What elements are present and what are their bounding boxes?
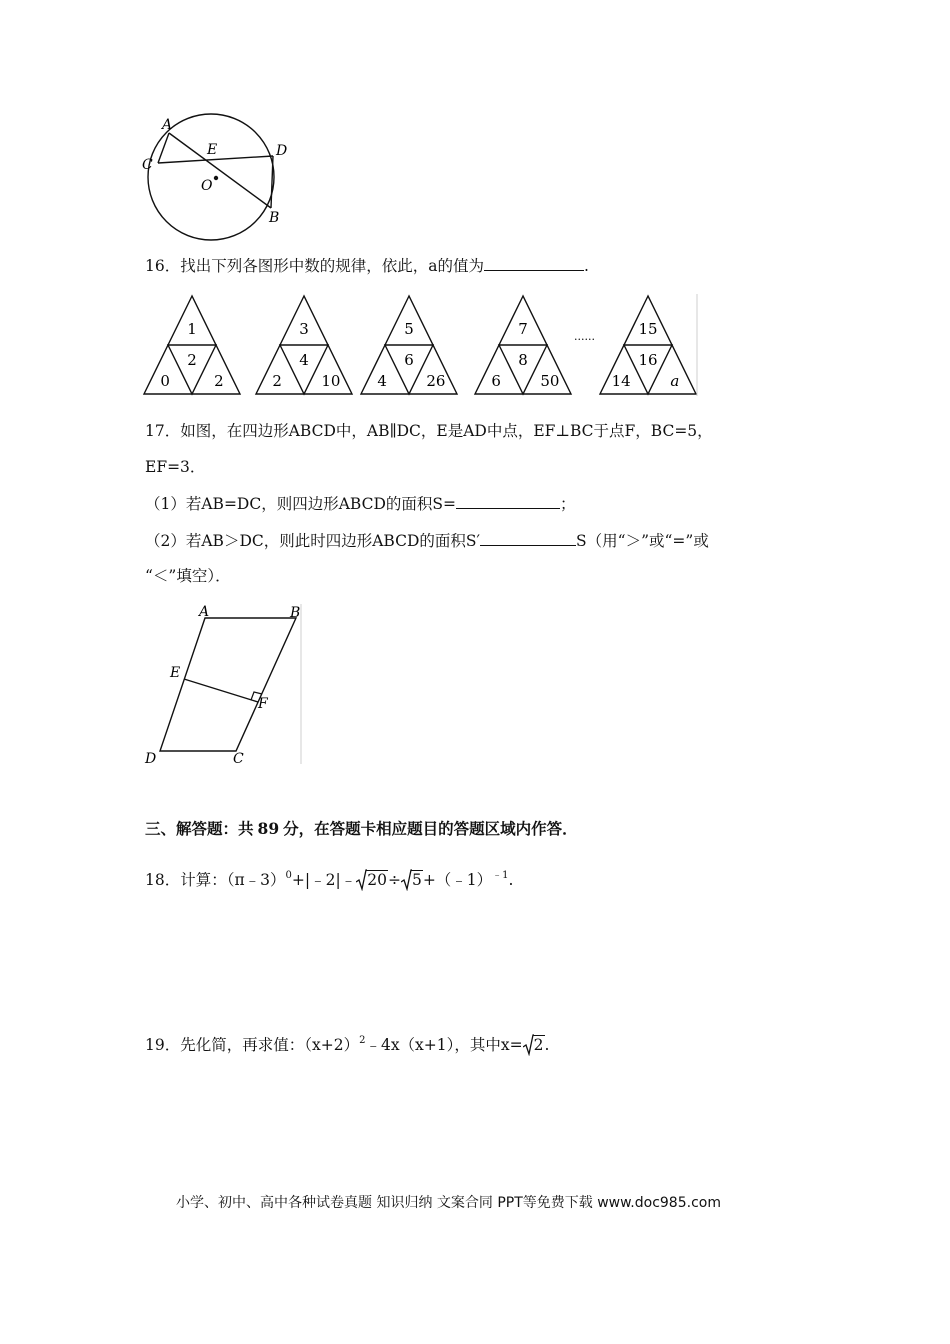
question-17-part-2-line-2: “＜”填空）．	[145, 567, 231, 585]
segment-ac	[158, 133, 169, 163]
q17-part2-suffix: S（用“＞”或“=”或	[576, 532, 709, 550]
question-17-line-2: EF=3．	[145, 458, 206, 476]
question-18	[145, 866, 513, 890]
label-d: D	[276, 143, 288, 159]
pattern-triangle-5	[600, 296, 696, 394]
quadrilateral-abcd	[160, 618, 296, 751]
label-c: C	[233, 751, 244, 767]
label-b: B	[269, 210, 280, 226]
circle-figure	[138, 112, 308, 242]
triangle-pattern-figure	[140, 292, 700, 398]
center-dot	[214, 176, 218, 180]
sqrt-2	[523, 1035, 545, 1055]
triangle-3-mid-number: 6	[404, 351, 414, 369]
q19-mid: ﹣4x（x+1），其中x=	[365, 1036, 523, 1054]
section-3-points: 89	[257, 819, 280, 838]
section-3-text-b: 分，在答题卡相应题目的答题区域内作答．	[283, 819, 578, 838]
sqrt-5-radicand: 5	[411, 871, 422, 889]
triangle-3-top-number: 5	[404, 320, 414, 338]
triangle-3-right-number: 26	[426, 372, 446, 390]
pattern-triangle-2	[256, 296, 352, 394]
q17-part1-suffix: ；	[560, 495, 576, 513]
pattern-triangle-3	[361, 296, 457, 394]
label-d: D	[145, 751, 157, 767]
label-f: F	[258, 696, 268, 712]
section-3-text-a: 解答题：共	[176, 819, 254, 838]
q18-mid-1: +|﹣2|﹣	[291, 871, 357, 889]
triangle-4-top-number: 7	[518, 320, 528, 338]
section-3-number: 三、	[145, 819, 177, 838]
q18-exponent-0: 0	[285, 870, 292, 881]
q18-prefix: 18．计算：（π﹣3）	[145, 871, 286, 889]
triangle-5-top-number: 15	[638, 320, 658, 338]
q16-text: 找出下列各图形中数的规律，依此，a的值为	[180, 257, 484, 275]
triangle-2-top-number: 3	[299, 320, 309, 338]
sqrt-20-radicand: 20	[367, 871, 387, 889]
q18-end: .	[508, 871, 514, 889]
question-16	[145, 254, 589, 276]
triangle-5-left-number: 14	[611, 372, 631, 390]
triangle-1-mid-number: 2	[187, 351, 197, 369]
triangle-4-left-number: 6	[491, 372, 501, 390]
segment-ef	[184, 679, 258, 702]
triangle-1-top-number: 1	[187, 320, 197, 338]
sqrt-5	[401, 870, 423, 890]
triangle-5-right-number: a	[670, 372, 680, 390]
question-17-line-1: 17．如图，在四边形ABCD中，AB∥DC，E是AD中点，EF⊥BC于点F，BC=5，	[145, 422, 713, 440]
segment-db	[271, 156, 273, 208]
question-17-part-2	[145, 529, 709, 551]
q18-divide-sign: ÷	[387, 871, 401, 889]
q19-end: .	[544, 1036, 550, 1054]
q17-part2-blank[interactable]	[480, 529, 576, 546]
q18-exponent-neg1: ﹣1	[492, 870, 509, 881]
q16-number: 16．	[145, 257, 181, 275]
pattern-triangle-4	[475, 296, 571, 394]
chord-ab	[169, 133, 271, 208]
q19-exponent: 2	[359, 1035, 366, 1046]
sqrt-2-radicand: 2	[533, 1036, 544, 1054]
label-a: A	[162, 117, 173, 133]
pattern-ellipsis: ......	[574, 330, 595, 343]
question-19	[145, 1031, 549, 1055]
label-a: A	[199, 604, 210, 620]
triangle-2-left-number: 2	[272, 372, 282, 390]
q17-part2-prefix: （2）若AB＞DC，则此时四边形ABCD的面积S′	[145, 532, 481, 550]
triangle-2-mid-number: 4	[299, 351, 309, 369]
question-17-part-1	[145, 492, 576, 514]
triangle-1-left-number: 0	[160, 372, 170, 390]
label-c: C	[142, 157, 153, 173]
triangle-4-mid-number: 8	[518, 351, 528, 369]
q18-mid-2: +（﹣1）	[422, 871, 493, 889]
q16-answer-blank[interactable]	[484, 254, 584, 271]
page-footer: 小学、初中、高中各种试卷真题 知识归纳 文案合同 PPT等免费下载 www.doc985.com	[176, 1195, 721, 1211]
label-o: O	[201, 178, 213, 194]
quadrilateral-figure	[140, 600, 305, 770]
triangle-3-left-number: 4	[377, 372, 387, 390]
label-b: B	[290, 605, 301, 621]
q16-end: .	[583, 257, 589, 275]
label-e: E	[207, 142, 218, 158]
sqrt-20	[356, 870, 388, 890]
section-3-heading	[145, 819, 578, 839]
triangle-2-right-number: 10	[321, 372, 341, 390]
pattern-triangle-1	[144, 296, 240, 394]
triangle-5-mid-number: 16	[638, 351, 658, 369]
q17-part1-blank[interactable]	[456, 492, 560, 509]
q19-prefix: 19．先化简，再求值：（x+2）	[145, 1036, 360, 1054]
q17-part1-prefix: （1）若AB=DC，则四边形ABCD的面积S=	[145, 495, 456, 513]
triangle-4-right-number: 50	[540, 372, 560, 390]
label-e: E	[170, 665, 181, 681]
triangle-1-right-number: 2	[214, 372, 224, 390]
